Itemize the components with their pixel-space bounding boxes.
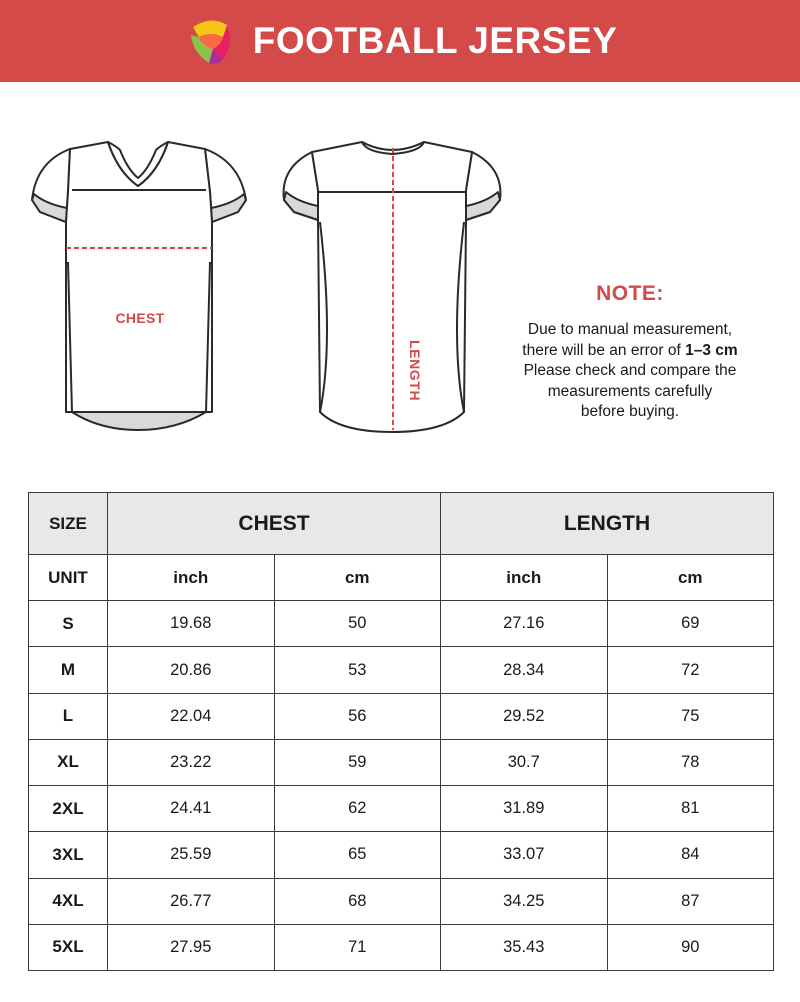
chest-inch-cell: 22.04 <box>108 693 275 739</box>
note-title: NOTE: <box>596 282 664 305</box>
length-cm-cell: 81 <box>607 786 774 832</box>
length-header: LENGTH <box>441 493 774 555</box>
note-line-4: measurements carefully <box>547 382 713 400</box>
note-box <box>495 282 765 423</box>
note-line-2 <box>495 341 765 362</box>
size-header: SIZE <box>29 493 108 555</box>
chest-cm-cell: 62 <box>274 786 441 832</box>
size-cell: 3XL <box>29 832 108 878</box>
table-row <box>29 739 774 785</box>
size-cell: M <box>29 647 108 693</box>
chest-cm-cell: 50 <box>274 601 441 647</box>
size-cell: XL <box>29 739 108 785</box>
length-inch-cell: 27.16 <box>441 601 608 647</box>
chest-inch-cell: 26.77 <box>108 878 275 924</box>
length-cm-cell: 75 <box>607 693 774 739</box>
table-row <box>29 878 774 924</box>
table-row <box>29 786 774 832</box>
length-cm-cell: 87 <box>607 878 774 924</box>
note-line-2-text: there will be an error of <box>522 341 686 359</box>
chest-inch-cell: 24.41 <box>108 786 275 832</box>
length-inch-cell: 29.52 <box>441 693 608 739</box>
jersey-illustration <box>0 82 800 492</box>
length-inch-cell: 30.7 <box>441 739 608 785</box>
chest-inch-cell: 19.68 <box>108 601 275 647</box>
chest-cm-cell: 71 <box>274 924 441 970</box>
unit-length-inch: inch <box>441 555 608 601</box>
brand-logo-icon <box>183 13 239 69</box>
unit-label: UNIT <box>29 555 108 601</box>
table-row <box>29 832 774 878</box>
chest-cm-cell: 56 <box>274 693 441 739</box>
note-line-5: before buying. <box>580 403 680 420</box>
length-inch-cell: 33.07 <box>441 832 608 878</box>
chest-inch-cell: 27.95 <box>108 924 275 970</box>
size-chart-table <box>28 492 774 971</box>
chest-inch-cell: 23.22 <box>108 739 275 785</box>
chest-label: CHEST <box>115 310 165 326</box>
chest-inch-cell: 25.59 <box>108 832 275 878</box>
length-cm-cell: 69 <box>607 601 774 647</box>
chest-cm-cell: 65 <box>274 832 441 878</box>
length-cm-cell: 90 <box>607 924 774 970</box>
header-banner <box>0 0 800 82</box>
size-cell: 2XL <box>29 786 108 832</box>
unit-chest-inch: inch <box>108 555 275 601</box>
chest-cm-cell: 53 <box>274 647 441 693</box>
size-cell: 4XL <box>29 878 108 924</box>
note-error-range: 1–3 cm <box>685 341 738 359</box>
length-inch-cell: 28.34 <box>441 647 608 693</box>
length-inch-cell: 35.43 <box>441 924 608 970</box>
size-cell: S <box>29 601 108 647</box>
size-cell: 5XL <box>29 924 108 970</box>
chest-inch-cell: 20.86 <box>108 647 275 693</box>
jersey-front <box>32 142 246 430</box>
table-row <box>29 647 774 693</box>
length-inch-cell: 31.89 <box>441 786 608 832</box>
size-cell: L <box>29 693 108 739</box>
note-line-3: Please check and compare the <box>523 362 737 379</box>
unit-length-cm: cm <box>607 555 774 601</box>
chest-cm-cell: 59 <box>274 739 441 785</box>
note-line-1: Due to manual measurement, <box>527 321 733 338</box>
page-title: FOOTBALL JERSEY <box>252 20 618 61</box>
length-label: LENGTH <box>407 340 423 402</box>
table-row <box>29 924 774 970</box>
unit-row <box>29 555 774 601</box>
length-cm-cell: 72 <box>607 647 774 693</box>
unit-chest-cm: cm <box>274 555 441 601</box>
chest-cm-cell: 68 <box>274 878 441 924</box>
length-cm-cell: 78 <box>607 739 774 785</box>
table-row <box>29 601 774 647</box>
table-row <box>29 693 774 739</box>
table-header-row <box>29 493 774 555</box>
chest-header: CHEST <box>108 493 441 555</box>
length-cm-cell: 84 <box>607 832 774 878</box>
length-inch-cell: 34.25 <box>441 878 608 924</box>
